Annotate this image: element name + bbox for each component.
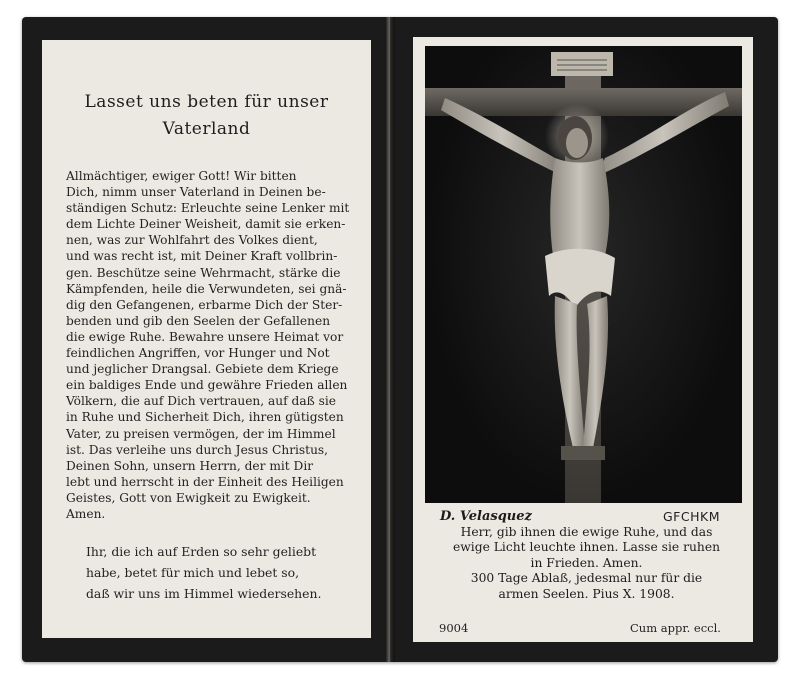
crucifix-icon [425,46,742,503]
prayer-line: Völkern, die auf Dich vertrauen, auf daß sie [66,394,336,409]
closing-line: Ihr, die ich auf Erden so sehr geliebt [86,544,317,559]
closing-line: daß wir uns im Himmel wiedersehen. [86,586,322,601]
prayer-line: Geistes, Gott von Ewigkeit zu Ewigkeit. [66,490,311,505]
closing-line: habe, betet für mich und lebet so, [86,565,300,580]
memorial-line: 300 Tage Ablaß, jedesmal nur für die [470,571,703,586]
memorial-line: ewige Licht leuchte ihnen. Lasse sie ruhen [452,540,721,555]
prayer-line: dig den Gefangenen, erbarme Dich der Ster- [66,297,343,312]
memorial-line: in Frieden. Amen. [530,555,643,570]
prayer-line: die ewige Ruhe. Bewahre unsere Heimat vor [66,329,344,344]
prayer-line: Allmächtiger, ewiger Gott! Wir bitten [66,169,297,183]
crucifix-image [425,46,742,503]
prayer-line: Vater, zu preisen vermögen, der im Himmel [66,426,336,441]
artist-caption: D. Velasquez [440,509,532,524]
prayer-line: und was recht ist, mit Deiner Kraft vollbrin- [66,249,338,264]
prayer-line: feindlichen Angriffen, vor Hunger und Not [66,346,330,361]
card-number: 9004 [439,621,469,635]
page-title-line-1: Lasset uns beten für unser [84,92,329,112]
prayer-line: dem Lichte Deiner Weisheit, damit sie erken- [66,217,346,232]
prayer-line: lebt und herrscht in der Einheit des Heiligen [66,474,344,489]
memorial-prayer [434,525,739,602]
publisher-mark: GFCHKM [663,509,720,524]
prayer-line: benden und gib den Seelen der Gefallenen [66,313,331,328]
prayer-line: gen. Beschütze seine Wehrmacht, stärke die [66,265,341,280]
prayer-line: Kämpfenden, heile die Verwundeten, sei gnä- [66,281,347,296]
prayer-line: ständigen Schutz: Erleuchte seine Lenker mit [66,201,350,216]
memorial-line: Herr, gib ihnen die ewige Ruhe, und das [460,525,713,539]
prayer-line: in Ruhe und Sicherheit Dich, ihren gütigsten [66,410,344,425]
approval-note: Cum appr. eccl. [630,621,721,635]
prayer-line: ein baldiges Ende und gewähre Frieden allen [66,378,348,393]
memorial-line: armen Seelen. Pius X. 1908. [498,586,675,601]
prayer-line: Deinen Sohn, unsern Herrn, der mit Dir [66,458,314,473]
prayer-line: ist. Das verleihe uns durch Jesus Christus, [66,442,329,457]
prayer-text [66,168,358,522]
closing-verse [86,541,376,604]
prayer-line: und jeglicher Drangsal. Gebiete dem Kriege [66,362,339,377]
page-title-line-2: Vaterland [162,119,251,139]
prayer-line: nen, was zur Wohlfahrt des Volkes dient, [66,233,318,248]
prayer-line: Amen. [66,506,106,521]
prayer-line: Dich, nimm unser Vaterland in Deinen be- [66,185,326,200]
card-fold [385,17,395,662]
